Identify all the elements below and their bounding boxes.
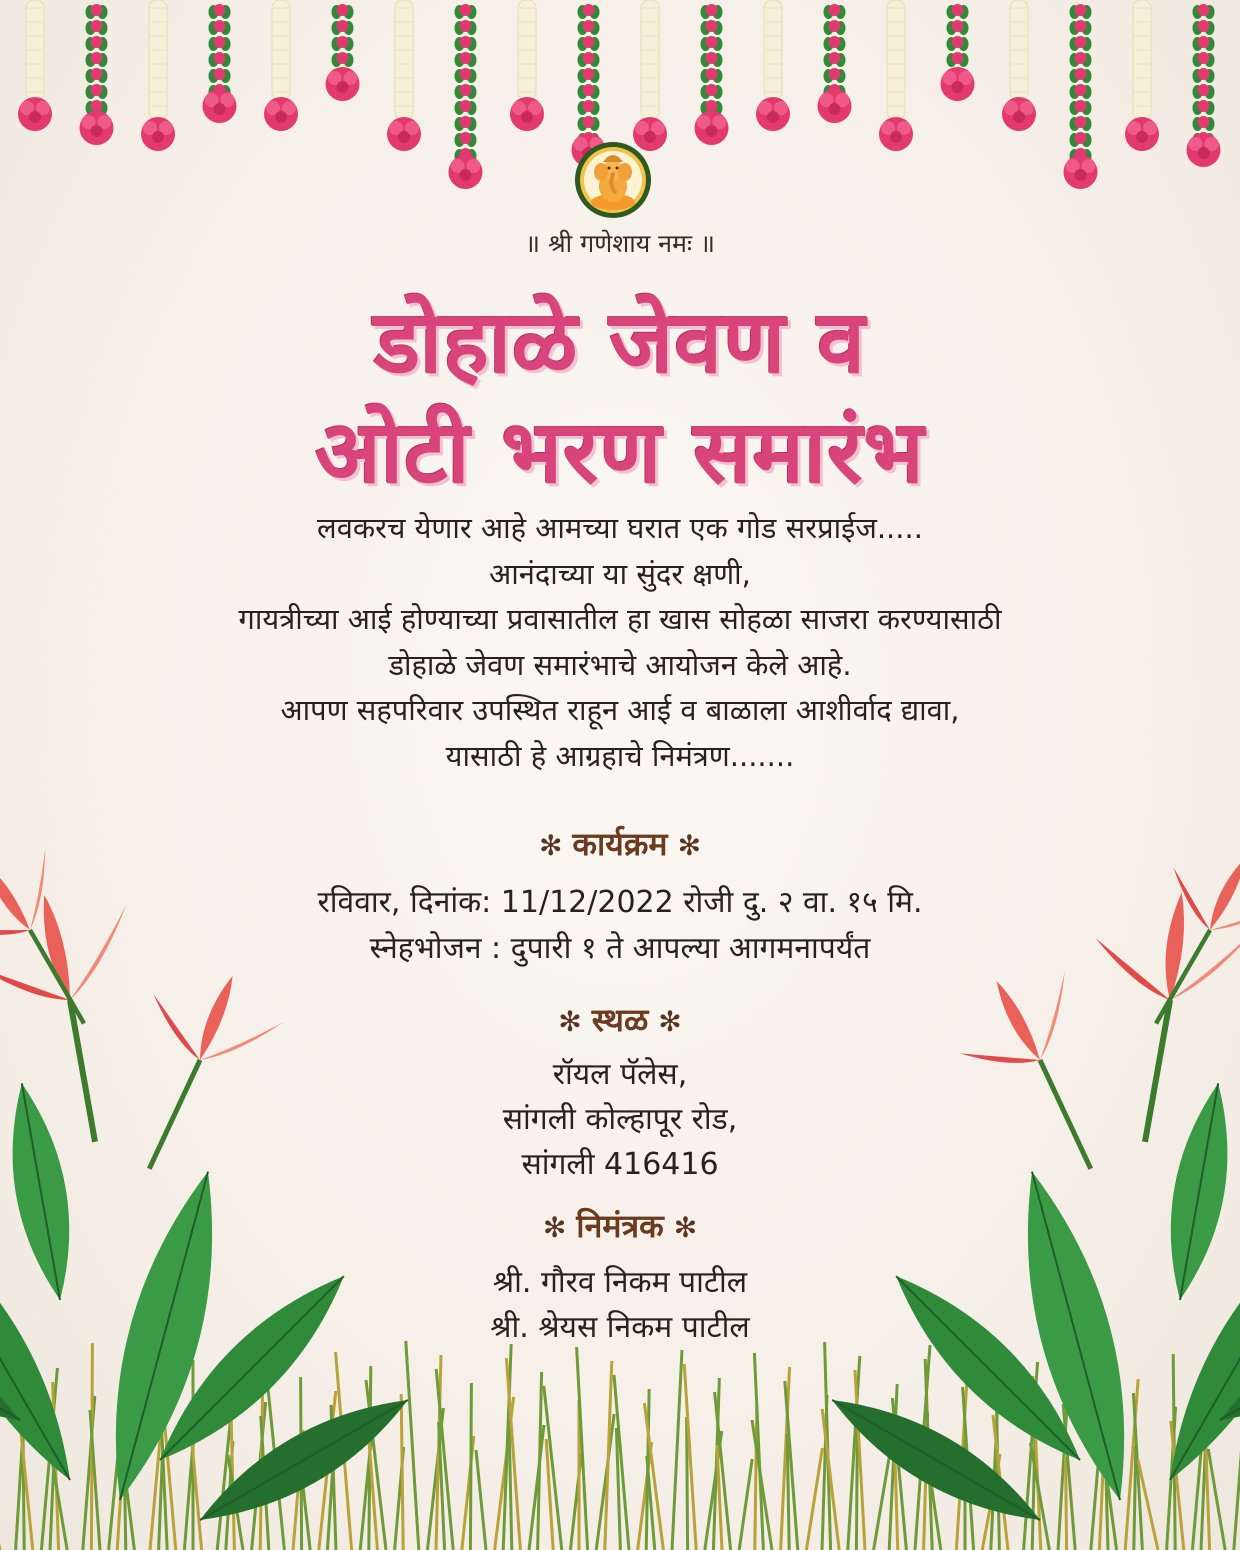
ganesha-emblem-icon xyxy=(573,140,653,220)
asterisk-flower-icon: ✻ xyxy=(673,1211,698,1244)
shloka-text: ॥ श्री गणेशाय नमः ॥ xyxy=(525,229,715,258)
message-line: यासाठी हे आग्रहाचे निमंत्रण....... xyxy=(445,738,795,773)
asterisk-flower-icon: ✻ xyxy=(558,1005,582,1038)
program-heading-text: कार्यक्रम xyxy=(572,825,668,863)
asterisk-flower-icon: ✻ xyxy=(658,1005,682,1038)
program-details xyxy=(0,880,1240,972)
venue-line: सांगली 416416 xyxy=(521,1147,719,1182)
asterisk-flower-icon: ✻ xyxy=(677,829,702,862)
asterisk-flower-icon: ✻ xyxy=(542,1211,567,1244)
message-line: लवकरच येणार आहे आमच्या घरात एक गोड सरप्राईज..... xyxy=(317,511,923,545)
host-name: श्री. श्रेयस निकम पाटील xyxy=(490,1310,750,1345)
venue-line: सांगली कोल्हापूर रोड, xyxy=(502,1102,738,1137)
venue-heading-text: स्थळ xyxy=(591,1001,649,1039)
program-meal: स्नेहभोजन : दुपारी १ ते आपल्या आगमनापर्यंत xyxy=(369,931,871,966)
message-line: गायत्रीच्या आई होण्याच्या प्रवासातील हा खास सोहळा साजरा करण्यासाठी xyxy=(238,602,1002,636)
message-line: आपण सहपरिवार उपस्थित राहून आई व बाळाला आशीर्वाद द्यावा, xyxy=(280,693,960,727)
asterisk-flower-icon: ✻ xyxy=(538,829,563,862)
host-name: श्री. गौरव निकम पाटील xyxy=(492,1265,748,1300)
invitation-message xyxy=(0,506,1240,779)
message-line: डोहाळे जेवण समारंभाचे आयोजन केले आहे. xyxy=(388,647,852,682)
venue-address xyxy=(0,1052,1240,1187)
message-line: आनंदाच्या या सुंदर क्षणी, xyxy=(489,556,751,591)
venue-line: रॉयल पॅलेस, xyxy=(552,1057,688,1092)
program-heading xyxy=(0,822,1240,865)
title-line-1: डोहाळे जेवण व xyxy=(373,293,867,393)
venue-heading xyxy=(0,998,1240,1041)
hosts-list xyxy=(0,1260,1240,1350)
hosts-heading xyxy=(0,1204,1240,1247)
program-date: रविवार, दिनांक: 11/12/2022 रोजी दु. २ वा. १५ मि. xyxy=(317,885,923,920)
hosts-heading-text: निमंत्रक xyxy=(576,1207,664,1245)
title-line-2: ओटी भरण समारंभ xyxy=(315,403,925,503)
